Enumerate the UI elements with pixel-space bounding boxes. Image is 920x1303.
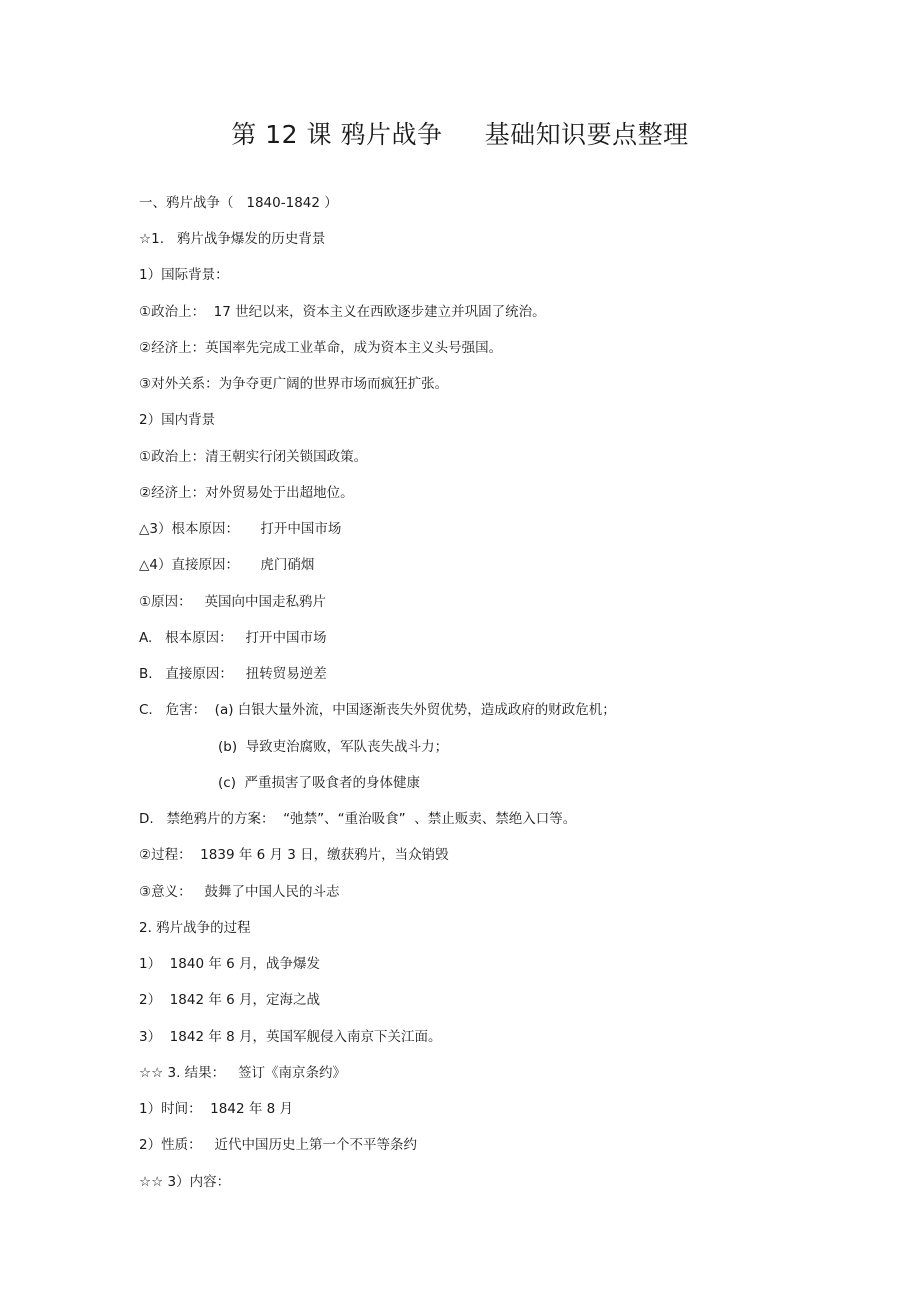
text-line: C. 危害： (a) 白银大量外流，中国逐渐丧失外贸优势，造成政府的财政危机； <box>139 702 616 718</box>
text-line-indented: (c) 严重损害了吸食者的身体健康 <box>218 775 421 791</box>
subheading-background: ☆1. 鸦片战争爆发的历史背景 <box>139 231 326 247</box>
text-line: D. 禁绝鸦片的方案： “弛禁”、“重治吸食” 、禁止贩卖、禁绝入口等。 <box>139 811 577 827</box>
section-heading-opium-war: 一、鸦片战争（ 1840-1842 ） <box>139 195 338 211</box>
document-title: 第 12 课 鸦片战争 基础知识要点整理 <box>231 120 689 149</box>
text-line-indented: (b) 导致吏治腐败，军队丧失战斗力； <box>218 739 449 755</box>
text-line: △4）直接原因： 虎门硝烟 <box>139 557 315 573</box>
text-line: 1） 1840 年 6 月，战争爆发 <box>139 956 320 972</box>
text-line: ②过程： 1839 年 6 月 3 日，缴获鸦片，当众销毁 <box>139 847 449 863</box>
text-line: ☆☆ 3）内容： <box>139 1174 231 1190</box>
text-line: 1）时间： 1842 年 8 月 <box>139 1101 293 1117</box>
text-line: 2） 1842 年 6 月，定海之战 <box>139 992 320 1008</box>
subheading-result: ☆☆ 3. 结果： 签订《南京条约》 <box>139 1065 347 1081</box>
text-line: ②经济上：英国率先完成工业革命，成为资本主义头号强国。 <box>139 340 503 356</box>
text-line: ③对外关系：为争夺更广阔的世界市场而疯狂扩张。 <box>139 376 449 392</box>
text-line: ①政治上：清王朝实行闭关锁国政策。 <box>139 449 368 465</box>
text-line: ①原因： 英国向中国走私鸦片 <box>139 594 326 610</box>
text-line: 2）国内背景 <box>139 412 216 428</box>
text-line: A. 根本原因： 打开中国市场 <box>139 630 327 646</box>
text-line: 3） 1842 年 8 月，英国军舰侵入南京下关江面。 <box>139 1029 442 1045</box>
text-line: B. 直接原因： 扭转贸易逆差 <box>139 666 327 682</box>
text-line: ②经济上：对外贸易处于出超地位。 <box>139 485 354 501</box>
text-line: 1）国际背景： <box>139 267 229 283</box>
text-line: △3）根本原因： 打开中国市场 <box>139 521 342 537</box>
text-line: ①政治上： 17 世纪以来，资本主义在西欧逐步建立并巩固了统治。 <box>139 304 546 320</box>
text-line: 2）性质： 近代中国历史上第一个不平等条约 <box>139 1137 417 1153</box>
text-line: ③意义： 鼓舞了中国人民的斗志 <box>139 884 340 900</box>
subheading-process: 2. 鸦片战争的过程 <box>139 920 251 936</box>
